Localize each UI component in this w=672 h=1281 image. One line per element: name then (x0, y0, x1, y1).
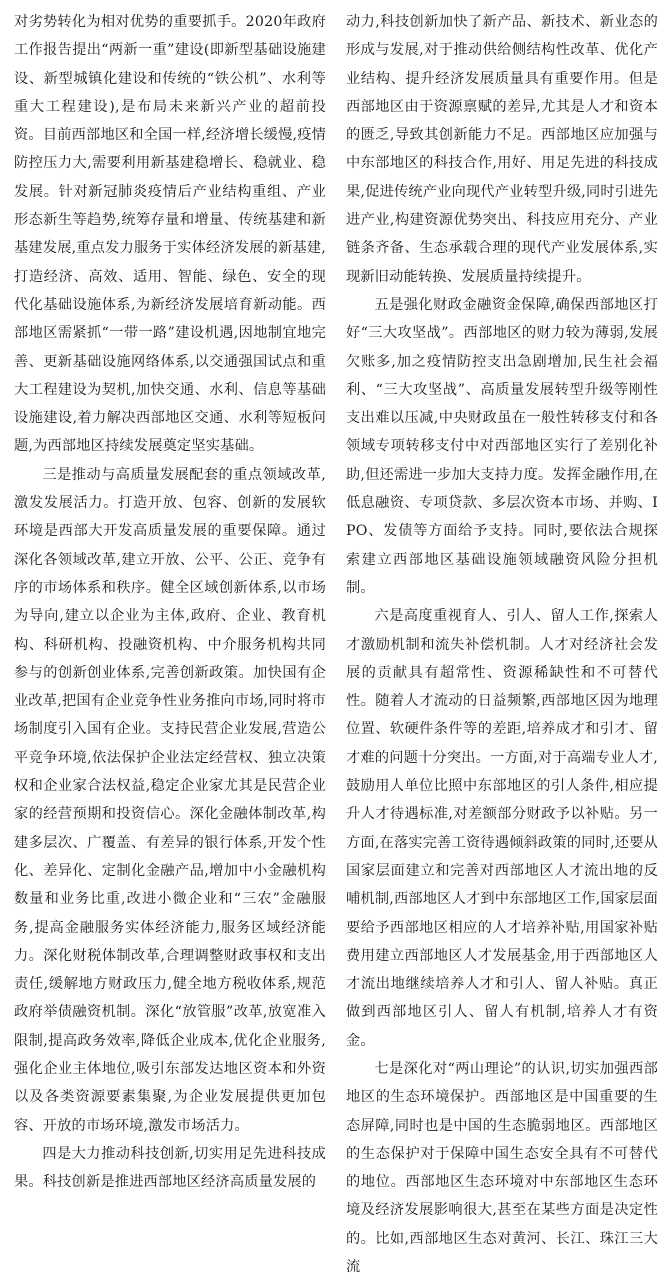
paragraph-technology: 四是大力推动科技创新,切实用足先进科技成果。科技创新是推进西部地区经济高质量发展的 (14, 1145, 326, 1191)
paragraph-reform: 三是推动与高质量发展配套的重点领域改革,激发发展活力。打造开放、包容、创新的发展软环境是西部大开发高质量发展的重要保障。通过深化各领域改革,建立开放、公平、公正、竞争有序的市场体系和秩序。健全区域创新体系,以市场为导向,建立以企业为主体,政府、企业、教育机构、科研机构、投融资机构、中介服务机构共同参与的创新创业体系,完善创新政策。加快国有企业改革,把国有企业竞争性业务推向市场,同时将市场制度引入国有企业。支持民营企业发展,营造公平竞争环境,依法保护企业法定经营权、独立决策权和企业家合法权益,稳定企业家尤其是民营企业家的经营预期和投资信心。深化金融体制改革,构建多层次、广覆盖、有差异的银行体系,开发个性化、差异化、定制化金融产品,增加中小金融机构数量和业务比重,改进小微企业和“三农”金融服务,提高金融服务实体经济能力,服务区域经济能力。深化财税体制改革,合理调整财政事权和支出责任,缓解地方财政压力,健全地方税收体系,规范政府举债融资机制。深化“放管服”改革,放宽准入限制,提高政务效率,降低企业成本,优化企业服务,强化企业主体地位,吸引东部发达地区资本和外资以及各类资源要素集聚,为企业发展提供更加包容、开放的市场环境,激发市场活力。 (14, 466, 326, 1134)
paragraph-innovation-continued: 动力,科技创新加快了新产品、新技术、新业态的形成与发展,对于推动供给侧结构性改革、优化产业结构、提升经济发展质量具有重要作用。但是西部地区由于资源禀赋的差异,尤其是人才和资本的匮乏,导致其创新能力不足。西部地区应加强与中东部地区的科技合作,用好、用足先进的科技成果,促进传统产业向现代产业转型升级,同时引进先进产业,构建资源优势突出、科技应用充分、产业链条齐备、生态承载合理的现代产业发展体系,实现新旧动能转换、发展质量持续提升。 (346, 14, 658, 285)
left-column (14, 8, 326, 1191)
right-column (346, 8, 658, 1276)
paragraph-ecology: 七是深化对“两山理论”的认识,切实加强西部地区的生态环境保护。西部地区是中国重要的生态屏障,同时也是中国的生态脆弱地区。西部地区的生态保护对于保障中国生态安全具有不可替代的地位。西部地区生态环境对中东部地区生态环境及经济发展影响很大,甚至在某些方面是决定性的。比如,西部地区生态对黄河、长江、珠江三大流 (346, 1060, 658, 1276)
paragraph-finance: 五是强化财政金融资金保障,确保西部地区打好“三大攻坚战”。西部地区的财力较为薄弱,发展欠账多,加之疫情防控支出急剧增加,民生社会福利、“三大攻坚战”、高质量发展转型升级等刚性支出难以压减,中央财政虽在一般性转移支付和各领域专项转移支付中对西部地区实行了差别化补助,但还需进一步加大支持力度。发挥金融作用,在低息融资、专项贷款、多层次资本市场、并购、IPO、发债等方面给予支持。同时,要依法合规探索建立西部地区基础设施领域融资风险分担机制。 (346, 296, 658, 596)
paragraph-talent: 六是高度重视育人、引人、留人工作,探索人才激励机制和流失补偿机制。人才对经济社会发展的贡献具有超常性、资源稀缺性和不可替代性。随着人才流动的日益频繁,西部地区因为地理位置、软硬件条件等的差距,培养成才和引才、留才难的问题十分突出。一方面,对于高端专业人才,鼓励用人单位比照中东部地区的引人条件,相应提升人才待遇标准,对差额部分财政予以补贴。另一方面,在落实完善工资待遇倾斜政策的同时,还要从国家层面建立和完善对西部地区人才流出地的反哺机制,西部地区人才到中东部地区工作,国家层面要给予西部地区相应的人才培养补贴,用国家补贴费用建立西部地区人才发展基金,用于西部地区人才流出地继续培养人才和引人、留人补贴。真正做到西部地区引人、留人有机制,培养人才有资金。 (346, 608, 658, 1049)
paragraph-continued: 对劣势转化为相对优势的重要抓手。2020年政府工作报告提出“两新一重”建设(即新型基础设施建设、新型城镇化建设和传统的“铁公机”、水利等重大工程建设),是布局未来新兴产业的超前投资。目前西部地区和全国一样,经济增长缓慢,疫情防控压力大,需要利用新基建稳增长、稳就业、稳发展。针对新冠肺炎疫情后产业结构重组、产业形态新生等趋势,统筹存量和增量、传统基建和新基建发展,重点发力服务于实体经济发展的新基建,打造经济、高效、适用、智能、绿色、安全的现代化基础设施体系,为新经济发展培育新动能。西部地区需紧抓“一带一路”建设机遇,因地制宜地完善、更新基础设施网络体系,以交通强国试点和重大工程建设为契机,加快交通、水利、信息等基础设施建设,着力解决西部地区交通、水利等短板问题,为西部地区持续发展奠定坚实基础。 (14, 14, 326, 455)
